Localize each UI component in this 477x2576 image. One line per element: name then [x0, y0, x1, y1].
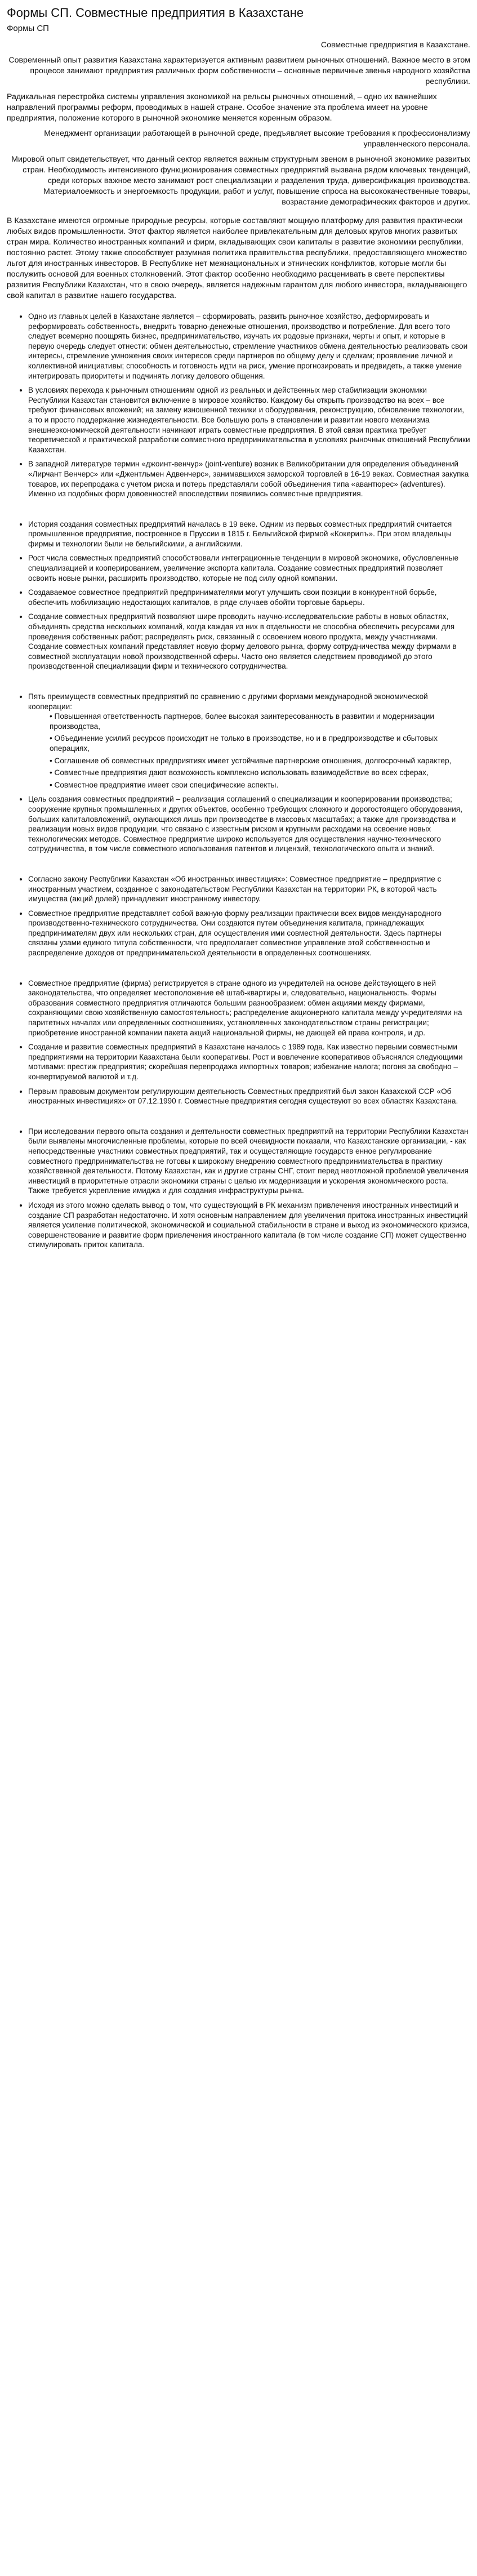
main-paragraph: В Казахстане имеются огромные природные ресурсы, которые составляют мощную платформу для развития практически любых видов промышленности. Этот фактор является наиболее привлекательным для деловых кругов многих развитых стран мира. Количество иностранных компаний и фирм, вкладывающих свои капиталы в развитие экономики республики, постоянно растет. Этому также способствует разумная политика правительства республики, предоставляющего множество льгот для иностранных инвесторов. В Республике нет межнациональных и этнических конфликтов, которые могли бы послужить основой для военных столкновений. Этот фактор особенно необходимо расценивать в свете перспективы развития Республики Казахстан, что в свою очередь, является надежным гарантом для любого инвестора, вкладывающего свой капитал в развитие нашего государства.: [7, 216, 467, 300]
sub-list-item: • Повышенная ответственность партнеров, более высокая заинтересованность в развитии и модернизации производства,: [50, 711, 470, 731]
list-item: • В западной литературе термин «джоинт-венчур» (joint-venture) возник в Великобритании для определения объединений «Лирчант Венчерс» или «Джентльмен Адвенчерс», занимавшихся заморской торговлей в 16-19 веках. Совместная закупка товаров, их перепродажа с учетом риска и потерь представляли собой объединения типа «авантюрес» (adventures). Именно из подобных форм довоенностей впоследствии появились совместные предприятия.: [28, 459, 470, 499]
page-title: Формы СП. Совместные предприятия в Казахстане: [7, 6, 304, 20]
list-item: • Совместное предприятие представляет собой важную форму реализации практически всех видов международного производственно-технического сотрудничества. Они создаются путем объединения капитала, принадлежащих предпринимателям двух или нескольких стран, для осуществления ими совместной деятельности. Здесь партнеры связаны узами единого титула собственности, что предполагает совместное управление этой собственностью и распределение доходов от предпринимательской деятельности в определенных соотношениях.: [28, 909, 470, 958]
section-4: [7, 874, 470, 958]
list-item: [28, 692, 470, 790]
bullet-list: [7, 312, 470, 499]
intro-paragraph: Радикальная перестройка системы управления экономикой на рельсы рыночных отношений, – одно их важнейших направлений программы реформ, проводимых в нашей стране. Особое значение эта проблема имеет на уровне предприятия, положение которого в рыночной экономике меняется коренным образом.: [7, 92, 437, 123]
section-3: [7, 692, 470, 854]
page-subtitle: Формы СП: [7, 24, 49, 33]
list-item: • Цель создания совместных предприятий – реализация соглашений о специализации и кооперировании производства; сооружение крупных промышленных и других объектов, особенно требующих сложного и дорогостоящего оборудования, больших капиталовложений, окупающихся лишь при производстве в массовых масштабах; а также для производства и реализации новых видов продукции, что связано с известным риском и крупными расходами на освоение новых технологических методов. Совместное предприятие широко используется для осуществления научно-технического сотрудничества, в том числе совместного использования патентов и лицензий, технологического опыта и знаний.: [28, 794, 470, 854]
list-item: • Согласно закону Республики Казахстан «Об иностранных инвестициях»: Совместное предприятие – предприятие с иностранным участием, созданное с законодательством Республики Казахстан на территории РК, в которой часть имущества (акций долей) принадлежит иностранному инвестору.: [28, 874, 470, 904]
section-1: [7, 312, 470, 499]
sub-list-item: • Объединение усилий ресурсов происходит не только в производстве, но и в предпроизводстве и сбытовых операциях,: [50, 733, 470, 753]
list-item: • Совместное предприятие (фирма) регистрируется в стране одного из учредителей на основе действующего в ней законодательства, что определяет местоположение её штаб-квартиры и, следовательно, национальность. Формы образования совместного предприятия отличаются большим разнообразием: обмен акциями между фирмами, сохраняющими свою хозяйственную самостоятельность; распределение акционерного капитала между учредителями на паритетных началах или определенных соотношениях, установленных законодательством страны регистрации; приобретение иностранной компании пакета акций национальной фирмы, не дающей ей права контроля, и др.: [28, 978, 470, 1038]
list-item: • Создание и развитие совместных предприятий в Казахстане началось с 1989 года. Как известно первыми совместными предприятиями на территории Казахстана были кооперативы. Рост и вовлечение кооперативов объяснялся следующими мотивами: престиж предприятия; скорейшая перепродажа импортных товаров; избежание налога; погоня за свободно – конвертируемой валютой и т.д.: [28, 1042, 470, 1082]
list-item: • Исходя из этого можно сделать вывод о том, что существующий в РК механизм привлечения иностранных инвестиций и создание СП разработан недостаточно. И хотя основным направлением для увеличения притока иностранных инвестиций является усиление политической, экономической и социальной стабильности в стране и выход из экономического кризиса, совершенствование и развитие форм привлечения иностранного капитала (в том числе создание СП) может существенно стимулировать приток капитала.: [28, 1200, 470, 1250]
list-item: • Создание совместных предприятий позволяют шире проводить научно-исследовательские работы в новых областях, объединять средства нескольких компаний, когда каждая из них в отдельности не способна обеспечить ресурсами для проведения собственных работ; распределять риск, связанный с освоением нового продукта, между участниками. Создание совместных компаний представляет новую форму делового рынка, форму сотрудничества между фирмами в совместной эксплуатации новой производственной сферы. Часто оно является следствием проводимой до этого производственной специализации фирм и технического сотрудничества.: [28, 612, 470, 671]
intro-paragraph: Совместные предприятия в Казахстане.: [320, 41, 470, 50]
intro-block: [7, 40, 470, 208]
sub-list-item: • Соглашение об совместных предприятиях имеет устойчивые партнерские отношения, долгосрочный характер,: [50, 756, 470, 766]
bullet-list: [7, 978, 470, 1106]
intro-paragraph: Мировой опыт свидетельствует, что данный сектор является важным структурным звеном в рыночной экономике развитых стран. Необходимость интенсивного функционирования совместных предприятий вызвана рядом ключевых тенденций, среди которых важное место занимают рост специализации и разделения труда, диверсификация производства. Материалоемкость и энергоемкость продукции, работ и услуг, повышение спроса на высококачественные товары, возрастание демографических факторов и других.: [11, 155, 470, 207]
list-item: • При исследовании первого опыта создания и деятельности совместных предприятий на территории Республики Казахстан были выявлены многочисленные проблемы, которые по всей очевидности показали, что Казахстанские организации, - как непосредственные участники совместных предприятий, так и осуществляющие государств енное регулирование совместного предпринимательства не готовы к широкому внедрению совместного предпринимательства в практику хозяйственной деятельности. Потому Казахстан, как и другие страны СНГ, стоит перед неотложной проблемой увеличения инвестиций в приоритетные отрасли экономики страны с целью их модернизации и ускорения экономического роста. Также требуется укрепление имиджа и для создания инфраструктуры рынка.: [28, 1127, 470, 1196]
list-item: • Первым правовым документом регулирующим деятельность Совместных предприятий был закон Казахской ССР «Об иностранных инвестициях» от 07.12.1990 г. Совместные предприятия сегодня существуют во всех областях Казахстана.: [28, 1087, 470, 1106]
sub-list-item: • Совместное предприятие имеет свои специфические аспекты.: [50, 780, 470, 790]
bullet-list: [7, 874, 470, 958]
bullet-list: [7, 692, 470, 854]
list-item: • В условиях перехода к рыночным отношениям одной из реальных и действенных мер стабилизации экономики Республики Казахстан становится включение в мировое хозяйство. Каждому бы открыть производство на всех – все требуют финансовых вложений; на замену изношенной техники и оборудования, реконструкцию, обновление технологии, а то и просто поддержание жизнедеятельности. Все большую роль в становлении и развитии нового механизма внешнеэкономической деятельности начинают играть совместные предприятия. В этой связи практика требует теоретической и практической разработки совместного предпринимательства в условиях рыночных отношений Республики Казахстан.: [28, 385, 470, 455]
list-item: • Создаваемое совместное предприятий предпринимателями могут улучшить свои позиции в конкурентной борьбе, обеспечить мобилизацию недостающих капиталов, в ряде случаев обойти торговые барьеры.: [28, 588, 470, 607]
sub-list-item: • Совместные предприятия дают возможность комплексно использовать взаимодействие во всех сферах,: [50, 768, 470, 778]
section-6: [7, 1127, 470, 1250]
section-2: [7, 519, 470, 671]
intro-paragraph: Современный опыт развития Казахстана характеризуется активным развитием рыночных отношений. Важное место в этом процессе занимают предприятия различных форм собственности – основные первичные звенья народного хозяйства республики.: [8, 56, 470, 86]
bullet-list: [7, 519, 470, 671]
section-5: [7, 978, 470, 1106]
intro-paragraph: Менеджмент организации работающей в рыночной среде, предъявляет высокие требования к профессионализму управленческого персонала.: [44, 129, 470, 149]
list-item: • История создания совместных предприятий началась в 19 веке. Одним из первых совместных предприятий считается промышленное предприятие, построенное в Пруссии в 1815 г. Бельгийской фирмой «Кокерилъ». При этом владельцы фирмы и технологии были не бельгийскими, а английскими.: [28, 519, 470, 549]
list-item: • Рост числа совместных предприятий способствовали интеграционные тенденции в мировой экономике, обусловленные специализацией и кооперированием, увеличение экспорта капитала. Создание совместных предприятий позволяет освоить новые рынки, расширить производство, которые не под силу одной компании.: [28, 553, 470, 583]
list-item: • Одно из главных целей в Казахстане является – сформировать, развить рыночное хозяйство, деформировать и реформировать собственность, внедрить товарно-денежные отношения, производство и потребление. Для всего того следует всемерно поощрять бизнес, предпринимательство, изучать их родовые признаки, черты и опыт, и которые в первую очередь следует отнести: обмен деятельностью, стремление участников обмена деятельностью реализовать свои интересы, стремление умножения своих интересов среди партнеров по общему делу и сделкам; проявление личной и коллективной инициативы; способность и готовность идти на риск, умение прогнозировать и предвидеть, а также умение интегрировать приоритеты и подчинять логику делового общения.: [28, 312, 470, 381]
document-page: [0, 0, 477, 1250]
list-item-text: Пять преимуществ совместных предприятий по сравнению с другими формами международной экономической кооперации:: [28, 692, 428, 711]
sub-list: [28, 711, 470, 790]
bullet-list: [7, 1127, 470, 1250]
